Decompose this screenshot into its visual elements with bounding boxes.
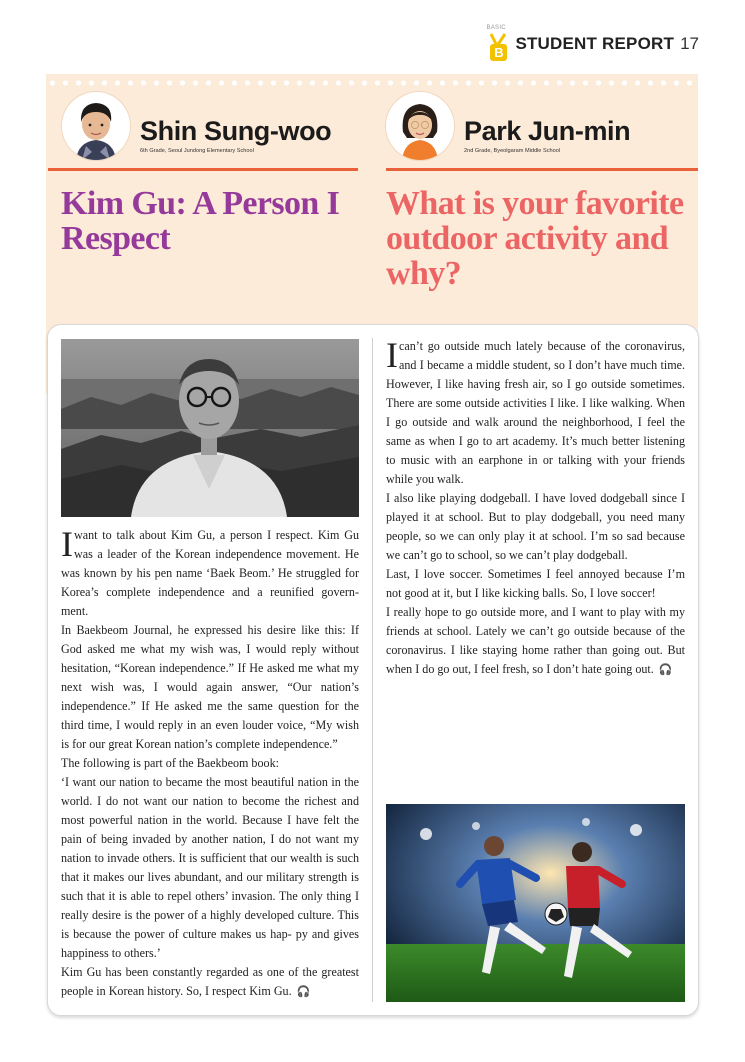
dotted-border bbox=[46, 80, 698, 86]
soccer-players-image bbox=[386, 804, 685, 1002]
drop-cap: I bbox=[386, 335, 398, 375]
right-article-body bbox=[386, 337, 685, 679]
soccer-photo bbox=[386, 804, 685, 1002]
boy-portrait-icon bbox=[62, 92, 130, 160]
author-left bbox=[62, 92, 331, 160]
paragraph: In Baekbeom Journal, he expressed his desire like this: If God asked me what my wish was, I would reply without hesitation, “Korean independence.” If He asked me what my next wish was, I would again answer, “Our nation’s independence.” If He asked me the same question for the third time, I would reply in an even louder voice, “My wish is for our great Korean nation’s complete independence.” bbox=[61, 623, 359, 751]
paragraph: Last, I love soccer. Sometimes I feel annoyed because I’m not good at it, but I like kicking balls. So, I love soccer! bbox=[386, 567, 685, 600]
paragraph: I really hope to go outside more, and I want to play with my friends at school. Lately we can’t go outside because of the coronavirus. I like staying home rather than going out. But when I do go out, I feel fresh, so I don’t hate going out. 🎧 bbox=[386, 605, 685, 676]
headline-right: What is your favorite outdoor activity and why? bbox=[386, 185, 684, 292]
paragraph: The following is part of the Baekbeom book: bbox=[61, 756, 279, 770]
headline-rule-right bbox=[386, 168, 698, 171]
paragraph: ‘I want our nation to became the most beautiful nation in the world. I do not want our nation to become the richest and most powerful nation in the world. Because I have felt the pain of being invaded by another nation, I do not want my nation to invade others. It is sufficient that our wealth is such that it makes our lives abundant, and our military strength is such that it is able to repel others’ invasion. The only thing I really desire is the power of a highly developed culture. This is because the power of culture makes us hap- py and gives happiness to others.’ bbox=[61, 775, 359, 960]
author-school: 2nd Grade, Byeolgaram Middle School bbox=[464, 148, 561, 154]
headphones-icon: 🎧 bbox=[296, 985, 311, 998]
headline-rule-left bbox=[48, 168, 358, 171]
avatar-shin-sung-woo bbox=[62, 92, 130, 160]
column-divider bbox=[372, 338, 373, 1002]
page-number: 17 bbox=[680, 34, 699, 53]
paragraph: I also like playing dodgeball. I have loved dodgeball since I played it at school. But to play dodgeball, you need many people, so we can only play it at school. I’m so sad because we can’t go to school, so we can’t play dodgeball. bbox=[386, 491, 685, 562]
drop-cap: I bbox=[61, 524, 73, 564]
author-name: Shin Sung-woo bbox=[140, 116, 332, 146]
report-title: STUDENT REPORT bbox=[515, 34, 675, 53]
paragraph: Iwant to talk about Kim Gu, a person I respect. Kim Gu was a leader of the Korean independence movement. He was known by his pen name ‘Baek Beom.’ He struggled for Korea’s complete independence and a reunified govern- ment. bbox=[61, 524, 359, 618]
logo-basic-text: BASIC bbox=[486, 25, 506, 31]
paragraph: Kim Gu has been constantly regarded as one of the greatest people in Korean history. So, I respect Kim Gu. 🎧 bbox=[61, 965, 359, 998]
kim-gu-portrait-image bbox=[61, 339, 359, 517]
girl-portrait-icon bbox=[386, 92, 454, 160]
kim-gu-photo bbox=[61, 339, 359, 517]
page-header bbox=[487, 24, 699, 64]
paragraph: Ican’t go outside much lately because of the coronavirus, and I became a middle student, so I don’t have much time. However, I like having fresh air, so I go outside sometimes. There are some outside activities I like. I like walking. When I go outside and walk around the neighborhood, I feel the same as when I go to art academy. It’s much better listening to music with an earphone in or talking with your friends while you walk. bbox=[386, 335, 685, 486]
author-school: 6th Grade, Seoul Jundong Elementary School bbox=[140, 148, 254, 154]
basic-logo bbox=[487, 27, 509, 61]
author-name: Park Jun-min bbox=[464, 116, 631, 146]
logo-letter: B bbox=[490, 44, 507, 61]
headline-left: Kim Gu: A Person I Respect bbox=[61, 185, 340, 257]
author-right bbox=[386, 92, 630, 160]
left-article-body bbox=[61, 526, 359, 1001]
headphones-icon: 🎧 bbox=[658, 663, 673, 676]
avatar-park-jun-min bbox=[386, 92, 454, 160]
